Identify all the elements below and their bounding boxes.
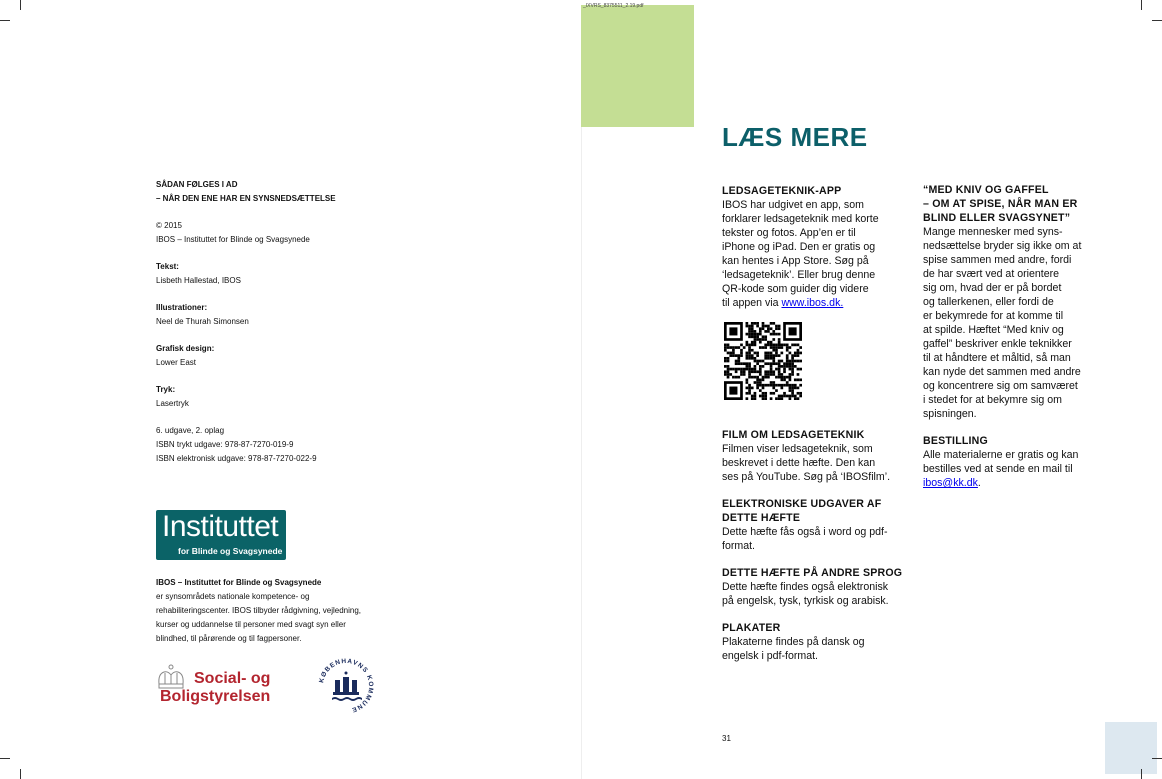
body-line: ISBN elektronisk udgave: 978-87-7270-022-9 [156,454,317,463]
body-line: kan nyde det sammen med andre [923,366,1081,378]
body-line: og koncentrere sig om samværet [923,380,1078,392]
body-line: Lisbeth Hallestad, IBOS [156,276,241,285]
crop-mark [1141,0,1142,10]
section-heading: – NÅR DEN ENE HAR EN SYNSNEDSÆTTELSE [156,194,336,203]
section [722,497,907,553]
body-line: spise sammen med andre, fordi [923,254,1072,266]
colophon [156,178,416,479]
section [156,424,416,466]
body-line: ses på YouTube. Søg på ‘IBOSfilm’. [722,471,891,483]
body-line: Neel de Thurah Simonsen [156,317,249,326]
body-line [722,296,907,310]
section [156,260,416,288]
section-heading: Tekst: [156,262,179,271]
body-line: ‘ledsageteknik’. Eller brug denne [722,269,876,281]
section-heading: – OM AT SPISE, NÅR MAN ER [923,198,1078,210]
section-heading: Tryk: [156,385,176,394]
about-line: er synsområdets nationale kompetence- og [156,592,310,601]
page-number: 31 [722,734,731,743]
crop-mark [20,0,21,10]
section [923,434,1113,490]
section [156,178,416,206]
body-line: forklarer ledsageteknik med korte [722,213,879,225]
body-line: engelsk i pdf-format. [722,650,818,662]
section-heading: SÅDAN FØLGES I AD [156,180,238,189]
crop-mark [0,758,10,759]
file-label: _IXVRS_8375511_2.19.pdf [583,3,644,9]
body-line: nedsættelse bryder sig ikke om at [923,240,1082,252]
page-title: LÆS MERE [722,122,868,152]
about-line: blindhed, til pårørende og til fagpersoner. [156,634,302,643]
section [156,383,416,411]
crop-mark [1152,758,1162,759]
section-heading: Illustrationer: [156,303,208,312]
body-line: spisningen. [923,408,977,420]
section-heading: DETTE HÆFTE PÅ ANDRE SPROG [722,567,903,579]
section [722,184,907,400]
about-line: kurser og uddannelse til personer med svagt syn eller [156,620,346,629]
section-heading: “MED KNIV OG GAFFEL [923,184,1049,196]
section-heading: DETTE HÆFTE [722,512,801,524]
logo-line: Boligstyrelsen [160,688,271,705]
crop-mark [20,769,21,779]
section-heading: BLIND ELLER SVAGSYNET” [923,212,1071,224]
seal-text: KØBENHAVNS KOMMUNE [318,658,374,714]
body-line: gaffel” beskriver enkle teknikker [923,338,1072,350]
body-line: Lasertryk [156,399,189,408]
section-heading: ELEKTRONISKE UDGAVER AF [722,498,882,510]
section-heading: LEDSAGETEKNIK-APP [722,185,842,197]
body-line: iPhone og iPad. Den er gratis og [722,241,876,253]
crop-mark [0,20,10,21]
body-line: til at håndtere et måltid, så man [923,352,1071,364]
body-line: © 2015 [156,221,182,230]
body-line: sig om, hvad der er på bordet [923,282,1062,294]
color-block-blue [1105,722,1157,774]
body-line: QR-kode som guider dig videre [722,283,869,295]
column-2 [923,183,1113,503]
column-1 [722,184,907,676]
about-line: rehabiliteringscenter. IBOS tilbyder rådgivning, vejledning, [156,606,362,615]
body-line: beskrevet i dette hæfte. Den kan [722,457,876,469]
body-line [923,476,1113,490]
instituttet-logo [156,510,286,560]
body-line: ISBN trykt udgave: 978-87-7270-019-9 [156,440,294,449]
body-line: IBOS har udgivet en app, som [722,199,864,211]
link[interactable]: www.ibos.dk. [781,297,844,309]
socialstyrelsen-logo [160,670,270,706]
section [156,219,416,247]
page-fold-line [581,127,582,779]
section-heading: FILM OM LEDSAGETEKNIK [722,429,865,441]
body-line: 6. udgave, 2. oplag [156,426,225,435]
body-line: i stedet for at bekymre sig om [923,394,1062,406]
link-prefix: til appen via [722,297,782,309]
kobenhavns-kommune-seal [318,658,374,714]
body-line: Alle materialerne er gratis og kan [923,449,1079,461]
section-heading: BESTILLING [923,435,988,447]
section [722,621,907,663]
crop-mark [1141,769,1142,779]
section [156,342,416,370]
link-suffix: . [977,477,981,489]
body-line: at spilde. Hæftet “Med kniv og [923,324,1064,336]
body-line: tekster og fotos. App’en er til [722,227,856,239]
body-line: Filmen viser ledsageteknik, som [722,443,873,455]
body-line: og tallerkenen, eller fordi de [923,296,1054,308]
body-line: på engelsk, tysk, tyrkisk og arabisk. [722,595,889,607]
crop-mark [1152,20,1162,21]
qr-code[interactable] [724,322,802,400]
body-line: de har svært ved at orientere [923,268,1060,280]
logo-main-text: Instituttet [162,510,279,543]
body-line: IBOS – Instituttet for Blinde og Svagsynede [156,235,310,244]
section [722,566,907,608]
about-ibos [156,576,416,646]
color-block-green [581,5,694,127]
body-line: Dette hæfte findes også elektronisk [722,581,889,593]
body-line: format. [722,540,755,552]
logo-line: Social- og [194,670,271,687]
section [923,183,1113,421]
body-line: Mange mennesker med syns- [923,226,1063,238]
body-line: Plakaterne findes på dansk og [722,636,865,648]
body-line: Dette hæfte fås også i word og pdf- [722,526,888,538]
section [156,301,416,329]
body-line: kan hentes i App Store. Søg på [722,255,869,267]
body-line: er bekymrede for at komme til [923,310,1064,322]
body-line: bestilles ved at sende en mail til [923,463,1073,475]
section-heading: PLAKATER [722,622,781,634]
logo-sub-text: for Blinde og Svagsynede [178,546,283,556]
body-line: Lower East [156,358,197,367]
section-heading: Grafisk design: [156,344,215,353]
section [722,428,907,484]
link[interactable]: ibos@kk.dk [923,477,978,489]
about-heading: IBOS – Instituttet for Blinde og Svagsynede [156,578,322,587]
